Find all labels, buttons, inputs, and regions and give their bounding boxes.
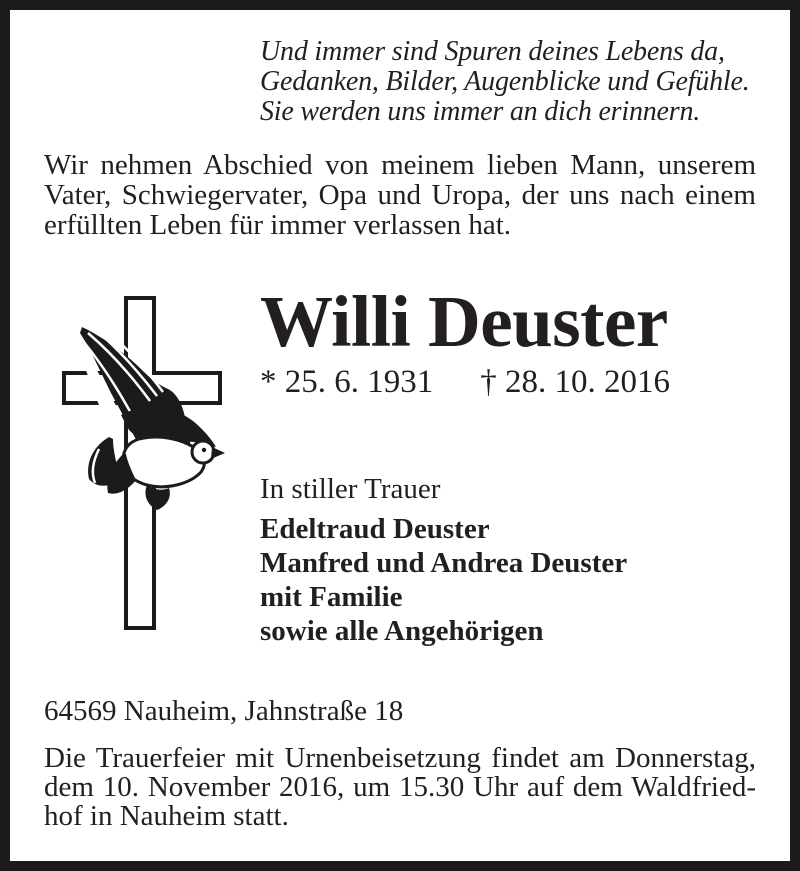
mourning-heading: In stiller Trauer: [260, 473, 441, 505]
funeral-line: Die Trauerfeier mit Urnenbeisetzung findet am Donnerstag,: [44, 742, 756, 774]
funeral-line: hof in Nauheim statt.: [44, 800, 289, 832]
memorial-quote: [260, 37, 750, 127]
quote-line: Gedanken, Bilder, Augenblicke und Gefühle.: [260, 66, 750, 97]
dove-beak: [211, 447, 225, 459]
life-dates: [260, 363, 670, 401]
deceased-name: Willi Deuster: [260, 281, 668, 362]
mourner-name: Edeltraud Deuster: [260, 513, 490, 545]
mourner-name: mit Familie: [260, 581, 403, 613]
quote-line: Sie werden uns immer an dich erinnern.: [260, 96, 701, 127]
mourner-name: Manfred und Andrea Deuster: [260, 547, 628, 579]
memorial-artwork: [55, 291, 227, 635]
funeral-info-paragraph: [44, 744, 756, 831]
farewell-line: Vater, Schwiegervater, Opa und Uropa, der uns nach einem: [44, 179, 756, 211]
deceased-block: [260, 281, 680, 401]
birth-date: * 25. 6. 1931: [260, 364, 434, 400]
mourners-block: [260, 472, 627, 648]
quote-line: Und immer sind Spuren deines Lebens da,: [260, 36, 725, 67]
farewell-paragraph: [44, 150, 756, 240]
dove-head: [192, 441, 214, 463]
mourner-name: sowie alle Angehörigen: [260, 615, 544, 647]
praying-hands-dove-cross-icon: [55, 291, 227, 635]
dove-eye: [202, 448, 206, 452]
address-line: 64569 Nauheim, Jahnstraße 18: [44, 695, 404, 727]
funeral-line: dem 10. November 2016, um 15.30 Uhr auf dem Waldfried-: [44, 771, 756, 803]
death-date: † 28. 10. 2016: [480, 364, 670, 400]
farewell-line: erfüllten Leben für immer verlassen hat.: [44, 209, 512, 241]
farewell-line: Wir nehmen Abschied von meinem lieben Mann, unserem: [44, 149, 756, 181]
